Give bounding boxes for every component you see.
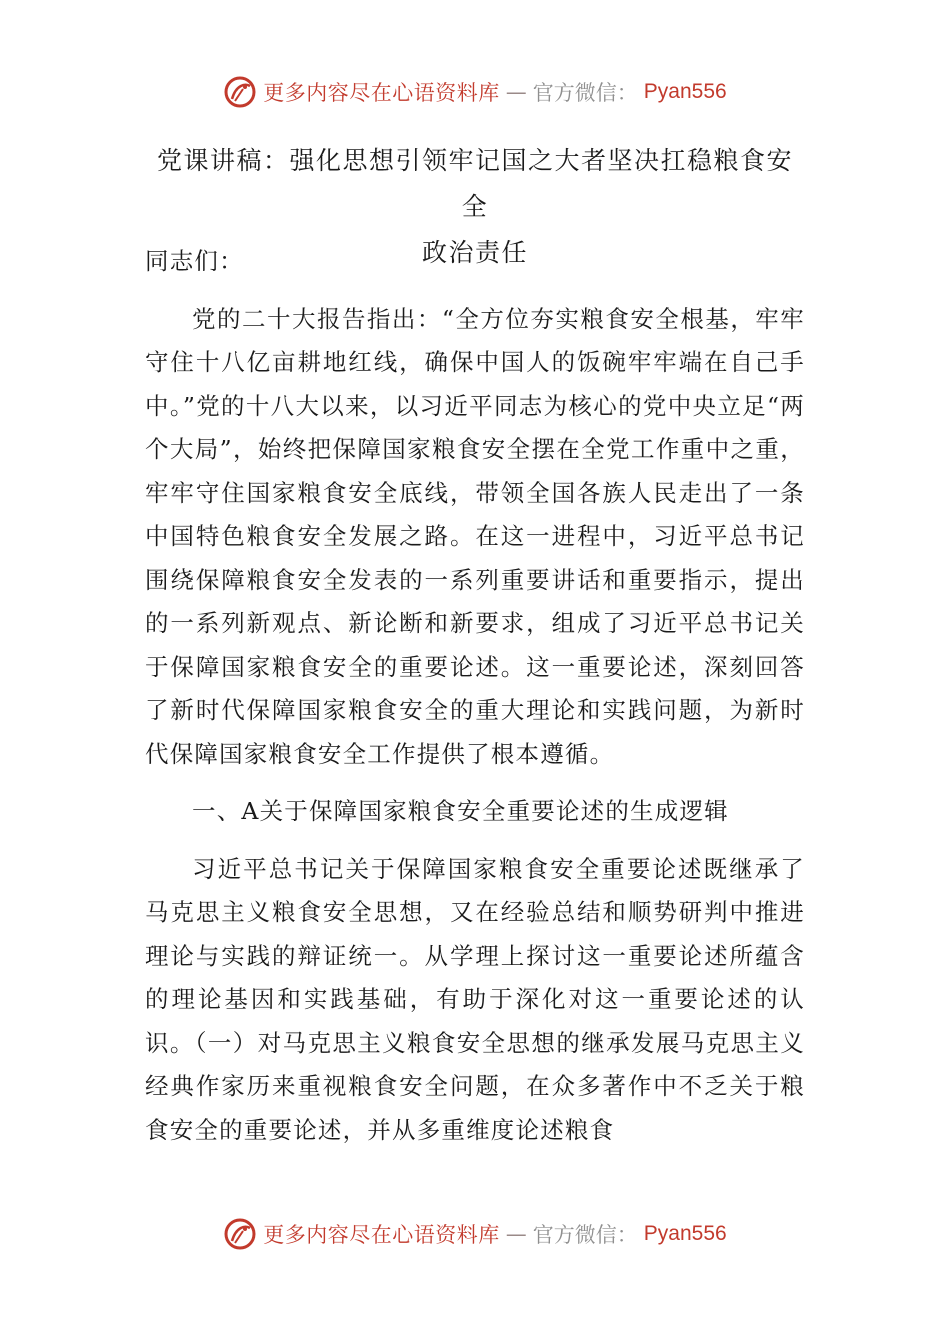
banner-site-text: 更多内容尽在心语资料库 bbox=[263, 1223, 500, 1247]
banner-dash: — bbox=[505, 1222, 527, 1246]
banner-site-text: 更多内容尽在心语资料库 bbox=[263, 81, 500, 105]
banner-wechat-label: 官方微信： bbox=[532, 81, 638, 105]
section-heading-1: 一、A关于保障国家粮食安全重要论述的生成逻辑 bbox=[192, 797, 729, 825]
brand-logo-icon bbox=[223, 1217, 257, 1251]
banner-wechat-id: Pyan556 bbox=[643, 80, 727, 103]
greeting: 同志们： bbox=[145, 247, 244, 275]
banner-wechat-id: Pyan556 bbox=[643, 1222, 727, 1245]
footer-banner bbox=[0, 1212, 950, 1256]
banner-dash: — bbox=[505, 80, 527, 104]
brand-logo-icon bbox=[223, 75, 257, 109]
paragraph-2: 习近平总书记关于保障国家粮食安全重要论述既继承了马克思主义粮食安全思想，又在经验总结和顺势研判中推进理论与实践的辩证统一。从学理上探讨这一重要论述所蕴含的理论基因和实践基础，有助于深化对这一重要论述的认识。（一）对马克思主义粮食安全思想的继承发展马克思主义经典作家历来重视粮食安全问题，在众多著作中不乏关于粮食安全的重要论述，并从多重维度论述粮食 bbox=[145, 854, 805, 1144]
title-line-1: 党课讲稿：强化思想引领牢记国之大者坚决扛稳粮食安全 bbox=[156, 146, 793, 221]
document-body bbox=[145, 240, 805, 1152]
banner-wechat-label: 官方微信： bbox=[532, 1223, 638, 1247]
title-line-2: 政治责任 bbox=[421, 238, 528, 267]
paragraph-1: 党的二十大报告指出：“全方位夯实粮食安全根基，牢牢守住十八亿亩耕地红线，确保中国人的饭碗牢牢端在自己手中。”党的十八大以来，以习近平同志为核心的党中央立足“两个大局”，始终把保障国家粮食安全摆在全党工作重中之重，牢牢守住国家粮食安全底线，带领全国各族人民走出了一条中国特色粮食安全发展之路。在这一进程中，习近平总书记围绕保障粮食安全发表的一系列重要讲话和重要指示，提出的一系列新观点、新论断和新要求，组成了习近平总书记关于保障国家粮食安全的重要论述。这一重要论述，深刻回答了新时代保障国家粮食安全的重大理论和实践问题，为新时代保障国家粮食安全工作提供了根本遵循。 bbox=[145, 304, 805, 768]
header-banner bbox=[0, 70, 950, 114]
